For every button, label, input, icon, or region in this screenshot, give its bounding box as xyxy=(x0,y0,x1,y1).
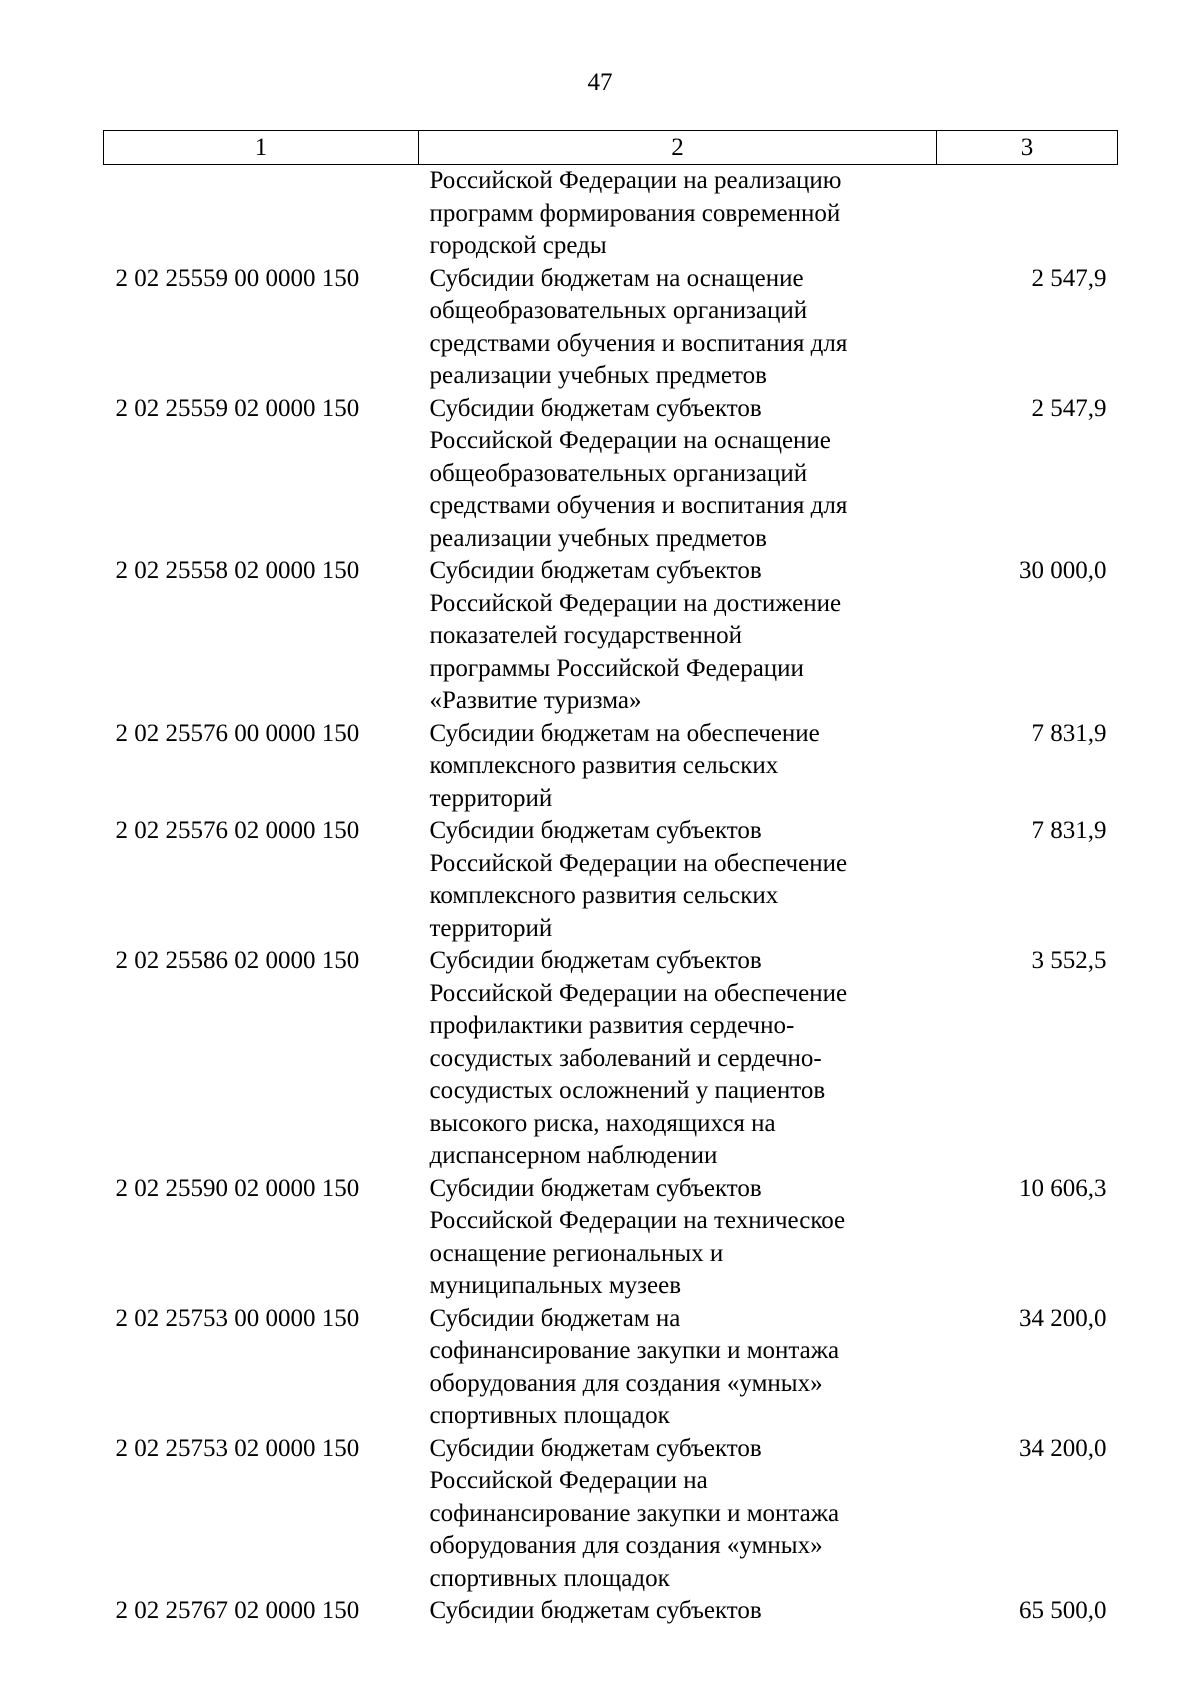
income-name-cell: Субсидии бюджетам субъектов xyxy=(429,1597,762,1624)
budget-code-cell xyxy=(104,165,419,263)
column-header-code: 1 xyxy=(104,131,419,165)
amount-cell: 2 547,9 xyxy=(1031,394,1107,422)
table-row xyxy=(104,393,1118,556)
budget-table xyxy=(103,130,1118,1628)
page-number: 47 xyxy=(587,69,613,96)
income-name-cell: Субсидии бюджетам субъектов Российской Федерации на достижение показателей государственной программы Российской Федерации «Развитие туризма» xyxy=(429,557,842,714)
income-name-cell: Субсидии бюджетам на обеспечение комплексного развития сельских территорий xyxy=(429,719,820,812)
amount-cell: 30 000,0 xyxy=(1019,557,1107,584)
amount-cell: 7 831,9 xyxy=(1031,719,1107,747)
income-name-cell: Субсидии бюджетам на оснащение общеобразовательных организаций средствами обучения и воспитания для реализации учебных предметов xyxy=(429,264,848,389)
table-row xyxy=(104,945,1118,1173)
table-row xyxy=(104,555,1118,718)
income-name-cell: Субсидии бюджетам на софинансирование закупки и монтажа оборудования для создания «умных» спортивных площадок xyxy=(429,1304,840,1429)
table-row xyxy=(104,1433,1118,1596)
table-row xyxy=(104,1595,1118,1628)
table-row xyxy=(104,1173,1118,1303)
income-name-cell: Субсидии бюджетам субъектов Российской Федерации на оснащение общеобразовательных организаций средствами обучения и воспитания для реализации учебных предметов xyxy=(429,394,848,552)
budget-code-cell: 2 02 25590 02 0000 150 xyxy=(115,1174,360,1202)
amount-cell: 34 200,0 xyxy=(1019,1304,1107,1332)
table-row xyxy=(104,263,1118,393)
income-name-cell: Субсидии бюджетам субъектов Российской Федерации на софинансирование закупки и монтажа оборудования для создания «умных» спортивных площадок xyxy=(429,1434,840,1592)
budget-code-cell: 2 02 25558 02 0000 150 xyxy=(115,557,360,584)
column-header-name: 2 xyxy=(419,131,937,165)
income-name-cell: Российской Федерации на реализацию программ формирования современной городской среды xyxy=(429,167,842,259)
amount-cell: 65 500,0 xyxy=(1019,1597,1107,1624)
amount-cell: 10 606,3 xyxy=(1019,1174,1107,1202)
amount-cell: 7 831,9 xyxy=(1031,817,1107,844)
budget-code-cell: 2 02 25753 02 0000 150 xyxy=(115,1434,360,1462)
budget-code-cell: 2 02 25767 02 0000 150 xyxy=(115,1597,360,1624)
budget-code-cell: 2 02 25576 02 0000 150 xyxy=(115,817,360,844)
income-name-cell: Субсидии бюджетам субъектов Российской Федерации на техническое оснащение региональных и муниципальных музеев xyxy=(429,1174,846,1299)
amount-cell xyxy=(937,165,1118,263)
amount-cell: 2 547,9 xyxy=(1031,264,1107,292)
amount-cell: 3 552,5 xyxy=(1031,947,1107,974)
budget-code-cell: 2 02 25586 02 0000 150 xyxy=(115,947,360,974)
income-name-cell: Субсидии бюджетам субъектов Российской Федерации на обеспечение профилактики развития сердечно- сосудистых заболеваний и сердечно- сосудистых осложнений у пациентов высокого риска, находящихся на диспансерном наблюдении xyxy=(429,947,848,1169)
table-header-row xyxy=(104,131,1118,165)
budget-code-cell: 2 02 25753 00 0000 150 xyxy=(115,1304,360,1332)
column-header-amount: 3 xyxy=(937,131,1118,165)
table-row xyxy=(104,165,1118,263)
table-row xyxy=(104,1303,1118,1433)
budget-code-cell: 2 02 25576 00 0000 150 xyxy=(115,719,360,747)
budget-code-cell: 2 02 25559 02 0000 150 xyxy=(115,394,360,422)
table-row xyxy=(104,718,1118,816)
income-name-cell: Субсидии бюджетам субъектов Российской Федерации на обеспечение комплексного развития сельских территорий xyxy=(429,817,848,942)
budget-code-cell: 2 02 25559 00 0000 150 xyxy=(115,264,360,292)
amount-cell: 34 200,0 xyxy=(1019,1434,1107,1462)
table-body xyxy=(104,165,1118,1628)
table-row xyxy=(104,815,1118,945)
